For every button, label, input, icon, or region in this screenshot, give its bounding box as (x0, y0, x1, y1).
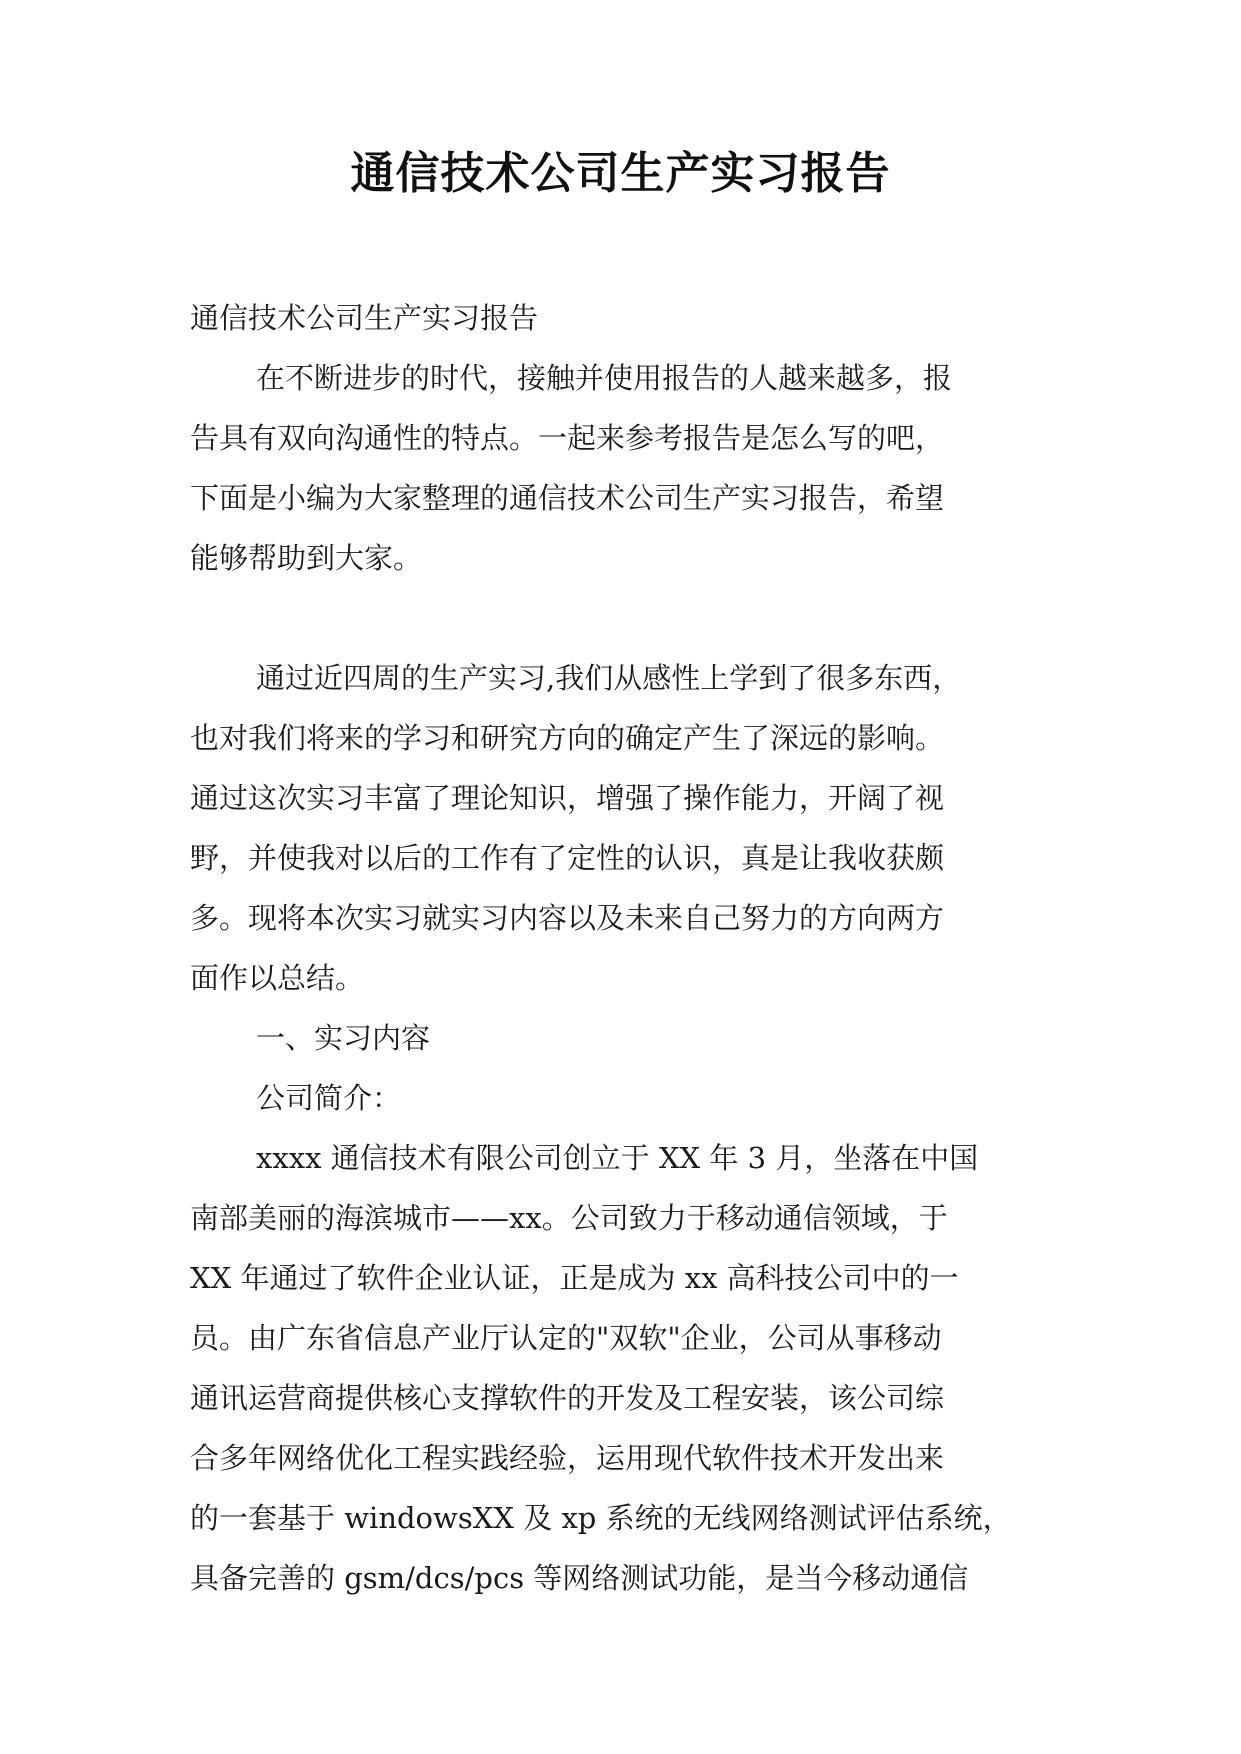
paragraph-line: 在不断进步的时代，接触并使用报告的人越来越多，报 (256, 361, 953, 395)
paragraph-line: 野，并使我对以后的工作有了定性的认识，真是让我收获颇 (190, 841, 945, 875)
paragraph-spacer (190, 588, 1070, 648)
summary-paragraph (190, 648, 1070, 1008)
section-heading: 一、实习内容 (256, 1021, 431, 1055)
document-body (190, 288, 1070, 1608)
document-subtitle: 通信技术公司生产实习报告 (190, 301, 539, 335)
paragraph-line: 能够帮助到大家。 (190, 541, 423, 575)
paragraph-line: 通讯运营商提供核心支撑软件的开发及工程安装，该公司综 (190, 1381, 945, 1415)
paragraph-line: 南部美丽的海滨城市——xx。公司致力于移动通信领域，于 (190, 1201, 948, 1235)
paragraph-line: 也对我们将来的学习和研究方向的确定产生了深远的影响。 (190, 721, 945, 755)
paragraph-line: 通过近四周的生产实习,我们从感性上学到了很多东西， (256, 661, 962, 695)
paragraph-line: 告具有双向沟通性的特点。一起来参考报告是怎么写的吧， (190, 421, 945, 455)
subsection-heading: 公司简介： (256, 1081, 402, 1115)
paragraph-line: XX 年通过了软件企业认证，正是成为 xx 高科技公司中的一 (190, 1261, 959, 1295)
intro-paragraph (190, 348, 1070, 588)
document-title: 通信技术公司生产实习报告 (350, 148, 891, 199)
paragraph-line: 合多年网络优化工程实践经验，运用现代软件技术开发出来 (190, 1441, 945, 1475)
company-paragraph (190, 1128, 1070, 1608)
paragraph-line: 的一套基于 windowsXX 及 xp 系统的无线网络测试评估系统， (190, 1501, 1012, 1535)
paragraph-line: 下面是小编为大家整理的通信技术公司生产实习报告，希望 (190, 481, 945, 515)
paragraph-line: 具备完善的 gsm/dcs/pcs 等网络测试功能，是当今移动通信 (190, 1561, 969, 1595)
paragraph-line: xxxx 通信技术有限公司创立于 XX 年 3 月，坐落在中国 (256, 1141, 979, 1175)
paragraph-line: 员。由广东省信息产业厅认定的"双软"企业，公司从事移动 (190, 1321, 942, 1355)
paragraph-line: 多。现将本次实习就实习内容以及未来自己努力的方向两方 (190, 901, 945, 935)
paragraph-line: 通过这次实习丰富了理论知识，增强了操作能力，开阔了视 (190, 781, 945, 815)
paragraph-line: 面作以总结。 (190, 961, 365, 995)
